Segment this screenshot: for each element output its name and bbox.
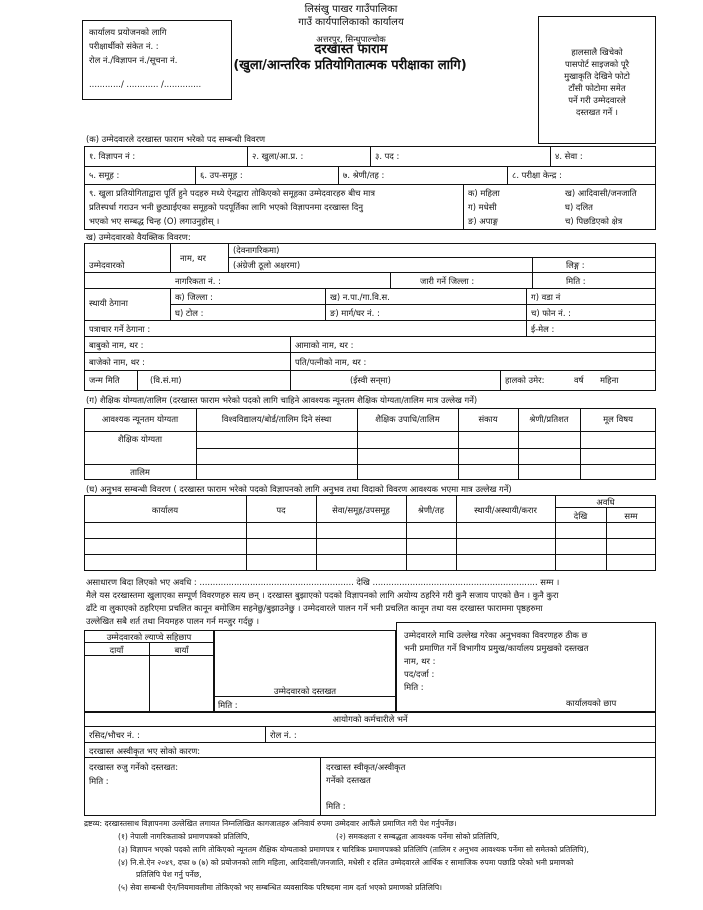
note-4-line2: प्रतिलिपि पेश गर्नु पर्नेछ, xyxy=(136,870,202,879)
thumb-left-label: बायाँ xyxy=(174,645,189,655)
current-age-label: हालको उमेर: xyxy=(505,375,545,385)
verifier-name-field[interactable]: नाम, थर : xyxy=(404,656,436,666)
quota-option-disabled[interactable]: ङ) अपाङ्ग xyxy=(468,216,498,226)
verifier-date-field[interactable]: मिति : xyxy=(404,682,424,692)
photo-line1: हालसालै खिचेको xyxy=(571,47,623,57)
note-5: (५) सेवा सम्बन्धी ऐन/नियमावलीमा तोकिएको भए सम्बन्धित व्यवसायिक परिषदमा नाम दर्ता भएको प्रमाणको प्रतिलिपि। xyxy=(118,883,443,892)
district-field[interactable]: क) जिल्ला : xyxy=(175,292,213,302)
photo-line6: दस्तखत गर्ने । xyxy=(576,107,618,117)
edu-col-major-subject: मूल विषय xyxy=(603,414,633,424)
declaration-line1: मैले यस दरखास्तमा खुलाएका सम्पूर्ण विवरणहरु सत्य छन् । दरखास्त बुझाएको पदको विज्ञापनको लागि अयोग्य ठहरिने गरी कुनै सजाय पाएको छैन । कुनै कुरा xyxy=(86,590,559,600)
photo-box[interactable] xyxy=(538,16,656,144)
advert-no-field[interactable]: १. विज्ञापन नं : xyxy=(89,151,136,161)
post-field[interactable]: ३. पद : xyxy=(375,151,400,161)
gender-field[interactable]: लिङ्ग : xyxy=(566,260,585,270)
exp-col-employment-type: स्थायी/अस्थायी/करार xyxy=(474,505,537,515)
citizenship-date-field[interactable]: मिति : xyxy=(566,276,586,286)
mother-name-field[interactable]: आमाको नाम, थर : xyxy=(295,340,354,350)
tole-field[interactable]: घ) टोल : xyxy=(175,308,204,318)
office-box-line3: रोल नं./विज्ञापन नं./सूचना नं. xyxy=(89,55,178,65)
roll-no-field[interactable]: रोल नं. : xyxy=(270,730,297,740)
approver-label-line2: गर्नेको दस्तखत xyxy=(326,775,371,785)
declaration-line2: ढाँटे वा लुकाएको ठहरिएमा प्रचलित कानून बमोजिम सहनेछु/बुझाउनेछु । उम्मेदवारले पालन गर्ने भनी प्रचलित कानून तथा यस दरखास्त फाराममा पृष्ठहरुमा xyxy=(86,603,543,613)
notes-intro: द्रष्टव्य: दरखास्तसाथ विज्ञापनमा उल्लेखित लगायत निम्नलिखित कागजातहरु अनिवार्य रुपमा उम्मेदवार आफैंले प्रमाणित गरी पेश गर्नुपर्नेछ। xyxy=(84,819,457,828)
exp-col-post: पद xyxy=(276,505,286,515)
exp-col-service-group: सेवा/समूह/उपसमूह xyxy=(332,505,390,515)
email-field[interactable]: ई-मेल : xyxy=(531,324,555,334)
note-3: (३) विज्ञापन भएको पदको लागि तोकिएको न्यूनतम शैक्षिक योग्यताको प्रमाणपत्र र चारित्रिक प्रमाणपत्रको प्रतिलिपि (तालिम र अनुभव आवश्यक पर्नेमा सो समेतको प्रतिलिपि), xyxy=(118,845,589,854)
edu-col-min-qualification: आवश्यक न्यूनतम योग्यता xyxy=(101,414,179,424)
candidate-sign-date[interactable]: मिति : xyxy=(218,700,238,710)
note-1: (१) नेपाली नागरिकताको प्रमाणपत्रको प्रतिलिपि, xyxy=(118,832,250,841)
thumbprint-label: उम्मेदवारको ल्याप्चे सहिछाप xyxy=(106,632,192,642)
approver-label-line1: दरखास्त स्वीकृत/अस्वीकृत xyxy=(326,762,406,772)
quota-text-line1: ९. खुला प्रतियोगिताद्वारा पूर्ति हुने पदहरु मध्ये ऐनद्वारा तोकिएको समूहका उम्मेदवारहरु बीच मात्र xyxy=(89,188,375,198)
checker-date-field[interactable]: मिति : xyxy=(89,776,109,786)
age-years-field[interactable]: वर्ष xyxy=(574,375,584,385)
group-field[interactable]: ५. समूह : xyxy=(89,170,120,180)
thumb-right-label: दायाँ xyxy=(109,645,124,655)
photo-line5: पर्ने गरी उम्मेदवारले xyxy=(568,95,626,105)
quota-text-line3: भएको भए सम्बद्ध चिन्ह (O) लगाउनुहोस् । xyxy=(89,216,220,226)
form-subtitle: (खुला/आन्तरिक प्रतियोगितात्मक परीक्षाका लागि) xyxy=(233,58,467,73)
form-title: दरखास्त फाराम xyxy=(314,42,388,57)
father-name-field[interactable]: बाबुको नाम, थर : xyxy=(89,340,144,350)
road-house-field[interactable]: ङ) मार्ग/घर नं. : xyxy=(330,308,380,318)
receipt-no-field[interactable]: रसिद/भौचर नं. : xyxy=(89,730,140,740)
ward-field[interactable]: ग) वडा नं xyxy=(531,292,561,302)
office-use-box xyxy=(82,20,232,100)
name-english-field[interactable]: (अंग्रेजी ठूलो अक्षरमा) xyxy=(233,260,301,270)
office-subtitle: गाउँ कार्यपालिकाको कार्यालय xyxy=(298,17,404,28)
edu-row-academic: शैक्षिक योग्यता xyxy=(117,434,163,444)
subgroup-field[interactable]: ६. उप-समूह : xyxy=(200,170,243,180)
quota-option-madhesi[interactable]: ग) मधेसी xyxy=(468,202,497,212)
open-internal-field[interactable]: २. खुला/आ.प्र. : xyxy=(252,151,304,161)
photo-line2: पासपोर्ट साइजको पूरै xyxy=(565,59,629,69)
section-gha-heading: (घ) अनुभव सम्बन्धी विवरण ( दरखास्त फाराम भरेको पदको विज्ञापनको लागि अनुभव तथा विदाको विवरण आवश्यक भएमा मात्र उल्लेख गर्ने) xyxy=(86,484,512,494)
verifier-post-field[interactable]: पद/दर्जा : xyxy=(404,669,435,679)
quota-text-line2: प्रतिस्पर्धा गराउन भनी छुट्याईएका समूहको पदपूर्तिका लागि भएको विज्ञापनमा दरखास्त दिनु xyxy=(89,202,364,212)
age-months-field[interactable]: महिना xyxy=(600,375,619,385)
dob-bs-field[interactable]: (वि.सं.मा) xyxy=(150,375,182,385)
section-kha-heading: ख) उम्मेदवारको वैयक्तिक विवरण: xyxy=(86,232,191,242)
reject-reason-field[interactable]: दरखास्त अस्वीकृत भए सोको कारण: xyxy=(89,746,201,756)
declaration-line3: उल्लेखित सबै शर्त तथा नियमहरु पालन गर्न मन्जुर गर्दछु । xyxy=(86,616,260,626)
level-field[interactable]: ७. श्रेणी/तह : xyxy=(343,170,385,180)
office-box-line2: परीक्षार्थीको संकेत नं. : xyxy=(89,41,159,51)
spouse-name-field[interactable]: पति/पत्नीको नाम, थर : xyxy=(295,357,367,367)
service-field[interactable]: ४. सेवा : xyxy=(555,151,583,161)
dob-ad-field[interactable]: (ईस्वी सन्‌मा) xyxy=(350,375,391,385)
exp-col-duration: अवधि xyxy=(596,497,615,507)
municipality-field[interactable]: ख) न.पा./गा.वि.स. xyxy=(330,292,390,302)
quota-option-dalit[interactable]: घ) दलित xyxy=(565,202,593,212)
photo-line4: टाँसी फोटोमा समेत xyxy=(568,83,626,93)
grandfather-name-field[interactable]: बाजेको नाम, थर : xyxy=(89,357,145,367)
quota-option-indigenous[interactable]: ख) आदिवासी/जनजाति xyxy=(565,188,637,198)
verification-line2: भनी प्रमाणित गर्ने विभागीय प्रमुख/कार्यालय प्रमुखको दस्तखत xyxy=(404,643,589,653)
phone-field[interactable]: च) फोन नं. : xyxy=(531,308,571,318)
note-4-line1: (४) नि.से.ऐन २०४९, दफा ७ (७) को प्रयोजनको लागि महिला, आदिवासी/जनजाति, मधेसी र दलित उम्मेदवारले आर्थिक र सामाजिक रुपमा पछाडि परेको भनी प्रमाणको xyxy=(118,858,574,867)
checker-signature-field[interactable]: दरखास्त रुजु गर्नेको दस्तखत: xyxy=(89,762,179,772)
photo-line3: मुखाकृति देखिने फोटो xyxy=(564,71,630,81)
quota-option-women[interactable]: क) महिला xyxy=(468,188,500,198)
edu-col-degree: शैक्षिक उपाधि/तालिम xyxy=(375,414,440,424)
commission-use-heading: आयोगको कर्मचारीले भर्ने xyxy=(332,714,408,724)
edu-col-faculty: संकाय xyxy=(478,414,498,424)
office-location: अत्तरपुर, सिन्धुपाल्चोक xyxy=(316,34,386,44)
office-stamp-label: कार्यालयको छाप xyxy=(566,698,617,708)
edu-row-training: तालिम xyxy=(130,467,150,477)
exp-col-from: देखि xyxy=(573,511,588,521)
citizenship-no-field[interactable]: नागरिकता नं. : xyxy=(175,276,221,286)
office-box-line4: ............/ ............ /.............. xyxy=(89,79,202,89)
exp-col-office: कार्यालय xyxy=(151,505,179,515)
approver-date-field[interactable]: मिति : xyxy=(326,801,346,811)
issued-district-field[interactable]: जारी गर्ने जिल्ला : xyxy=(420,276,475,286)
verification-line1: उम्मेदवारले माथि उल्लेख गरेका अनुभवका विवरणहरु ठीक छ xyxy=(404,630,588,640)
candidate-label: उम्मेदवारको xyxy=(89,260,125,270)
mailing-address-field[interactable]: पत्राचार गर्ने ठेगाना : xyxy=(89,324,151,334)
name-devanagari-field[interactable]: (देवनागरिकमा) xyxy=(233,245,280,255)
edu-col-institution: विश्वविद्यालय/बोर्ड/तालिम दिने संस्था xyxy=(221,414,332,424)
section-ga-heading: (ग) शैक्षिक योग्यता/तालिम (दरखास्त फाराम भरेको पदको लागि चाहिने आवश्यक न्यूनतम शैक्षिक योग्यता/तालिम मात्र उल्लेख गर्ने) xyxy=(86,395,478,405)
candidate-signature-label: उम्मेदवारको दस्तखत xyxy=(273,686,337,696)
name-surname-label: नाम, थर xyxy=(180,253,206,263)
exp-col-level: श्रेणी/तह xyxy=(417,505,445,515)
section-ka-heading: (क) उम्मेदवारले दरखास्त फाराम भरेको पद सम्बन्धी विवरण xyxy=(86,134,266,144)
exp-col-to: सम्म xyxy=(624,511,638,521)
office-box-line1: कार्यालय प्रयोजनको लागि xyxy=(89,27,167,37)
note-2: (२) समकक्षता र सम्बद्धता आवश्यक पर्नेमा सोको प्रतिलिपि, xyxy=(336,832,500,841)
dob-label: जन्म मिति xyxy=(89,375,120,385)
exam-center-field[interactable]: ८. परीक्षा केन्द्र : xyxy=(512,170,562,180)
office-name: लिसंखु पाखर गाउँपालिका xyxy=(304,4,398,15)
permanent-address-label: स्थायी ठेगाना xyxy=(89,298,128,308)
quota-option-backward[interactable]: च) पिछडिएको क्षेत्र xyxy=(565,216,623,226)
edu-col-division: श्रेणी/प्रतिशत xyxy=(529,414,569,424)
extraordinary-leave-line[interactable]: असाधारण बिदा लिएको भए अवधि : .......................................................... देखि .............................................................. सम्म । xyxy=(86,577,560,587)
candidate-signature-box[interactable] xyxy=(214,630,396,712)
